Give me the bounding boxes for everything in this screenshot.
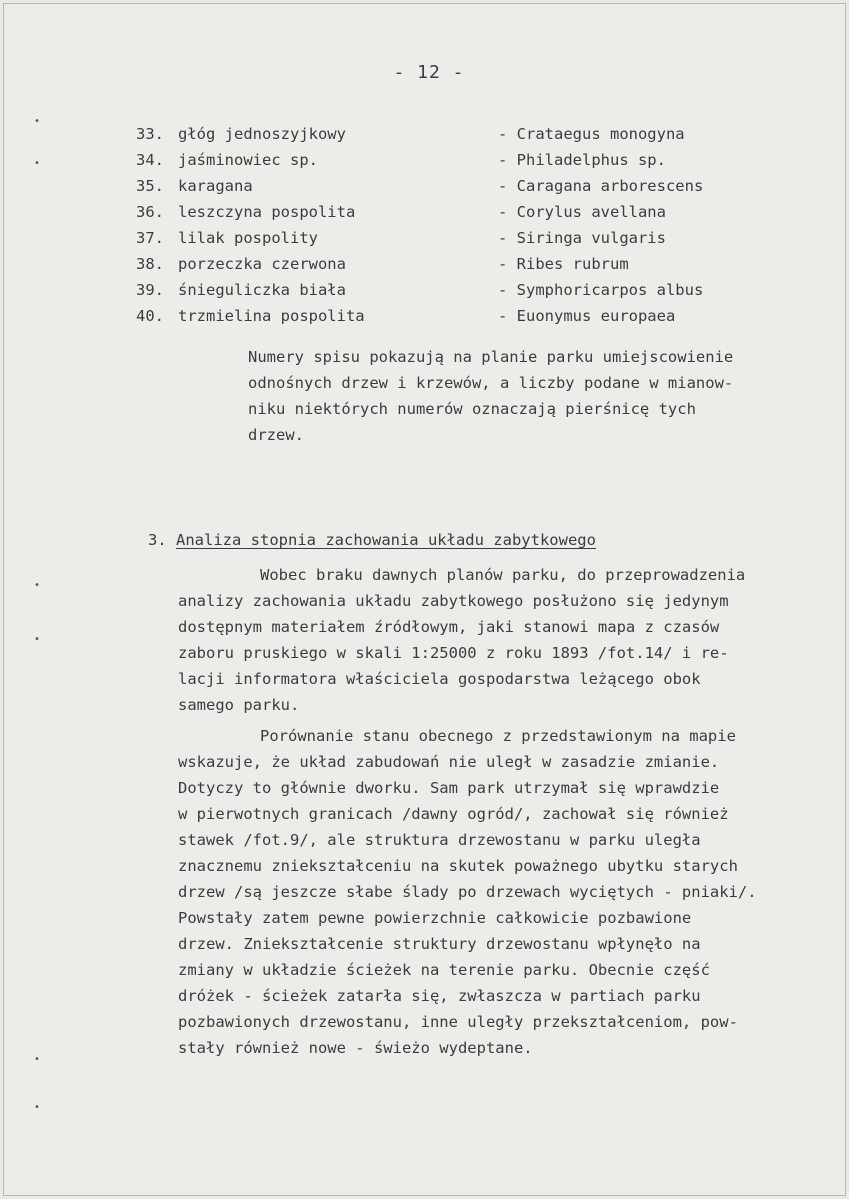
note-line: drzew. xyxy=(248,426,304,444)
paragraph-line: dostępnym materiałem źródłowym, jaki stanowi mapa z czasów xyxy=(178,618,720,636)
paragraph-line: znacznemu zniekształceniu na skutek poważnego ubytku starych xyxy=(178,857,738,875)
polish-name: lilak pospolity xyxy=(178,229,318,247)
latin-name: - Corylus avellana xyxy=(498,203,666,221)
paragraph-line: pozbawionych drzewostanu, inne uległy przekształceniom, pow- xyxy=(178,1013,738,1031)
paragraph-line: drzew /są jeszcze słabe ślady po drzewach wyciętych - pniaki/. xyxy=(178,883,757,901)
list-item xyxy=(136,199,776,225)
paragraph-line: stawek /fot.9/, ale struktura drzewostanu w parku uległa xyxy=(178,831,701,849)
polish-name: trzmielina pospolita xyxy=(178,307,365,325)
map-note xyxy=(248,344,808,448)
paragraph-line: lacji informatora właściciela gospodarstwa leżącego obok xyxy=(178,670,701,688)
binding-hole-mark: • xyxy=(34,1102,41,1113)
list-item xyxy=(136,147,776,173)
paragraph-line: Dotyczy to głównie dworku. Sam park utrzymał się wprawdzie xyxy=(178,779,720,797)
polish-name: śnieguliczka biała xyxy=(178,281,346,299)
latin-name: - Siringa vulgaris xyxy=(498,229,666,247)
binding-hole-mark: • xyxy=(34,1054,41,1065)
species-list xyxy=(136,121,776,329)
latin-name: - Ribes rubrum xyxy=(498,255,629,273)
latin-name: - Euonymus europaea xyxy=(498,307,676,325)
list-item xyxy=(136,251,776,277)
paragraph-line: w pierwotnych granicach /dawny ogród/, zachował się również xyxy=(178,805,729,823)
binding-hole-mark: • xyxy=(34,580,41,591)
latin-name: - Crataegus monogyna xyxy=(498,125,685,143)
paragraph-line: Porównanie stanu obecnego z przedstawionym na mapie xyxy=(260,727,736,745)
latin-name: - Caragana arborescens xyxy=(498,177,704,195)
item-number: 34. xyxy=(136,151,164,169)
binding-hole-mark: • xyxy=(34,116,41,127)
binding-hole-mark: • xyxy=(34,158,41,169)
note-line: Numery spisu pokazują na planie parku umiejscowienie xyxy=(248,348,734,366)
paragraph xyxy=(178,723,828,1061)
paragraph-line: Powstały zatem pewne powierzchnie całkowicie pozbawione xyxy=(178,909,692,927)
polish-name: jaśminowiec sp. xyxy=(178,151,318,169)
page-number: - 12 - xyxy=(393,62,465,83)
binding-hole-mark: • xyxy=(34,634,41,645)
note-line: niku niektórych numerów oznaczają pierśnicę tych xyxy=(248,400,696,418)
paragraph-line: zaboru pruskiego w skali 1:25000 z roku 1893 /fot.14/ i re- xyxy=(178,644,729,662)
item-number: 33. xyxy=(136,125,164,143)
item-number: 39. xyxy=(136,281,164,299)
polish-name: leszczyna pospolita xyxy=(178,203,356,221)
item-number: 38. xyxy=(136,255,164,273)
list-item xyxy=(136,303,776,329)
list-item xyxy=(136,277,776,303)
latin-name: - Symphoricarpos albus xyxy=(498,281,704,299)
section-title: Analiza stopnia zachowania układu zabytkowego xyxy=(176,531,596,549)
section-heading xyxy=(148,527,596,553)
paragraph-line: samego parku. xyxy=(178,696,300,714)
paragraph-line: analizy zachowania układu zabytkowego posłużono się jedynym xyxy=(178,592,729,610)
paragraph-line: wskazuje, że układ zabudowań nie uległ w zasadzie zmianie. xyxy=(178,753,720,771)
paragraph-line: drzew. Zniekształcenie struktury drzewostanu wpłynęło na xyxy=(178,935,701,953)
paragraph-line: Wobec braku dawnych planów parku, do przeprowadzenia xyxy=(260,566,746,584)
note-line: odnośnych drzew i krzewów, a liczby podane w mianow- xyxy=(248,374,734,392)
item-number: 37. xyxy=(136,229,164,247)
polish-name: porzeczka czerwona xyxy=(178,255,346,273)
section-number: 3. xyxy=(148,531,167,549)
polish-name: karagana xyxy=(178,177,253,195)
paragraph-line: stały również nowe - świeżo wydeptane. xyxy=(178,1039,533,1057)
list-item xyxy=(136,225,776,251)
list-item xyxy=(136,121,776,147)
item-number: 36. xyxy=(136,203,164,221)
latin-name: - Philadelphus sp. xyxy=(498,151,666,169)
item-number: 35. xyxy=(136,177,164,195)
paragraph xyxy=(178,562,828,718)
polish-name: głóg jednoszyjkowy xyxy=(178,125,346,143)
paragraph-line: dróżek - ścieżek zatarła się, zwłaszcza w partiach parku xyxy=(178,987,701,1005)
list-item xyxy=(136,173,776,199)
document-page xyxy=(3,3,846,1196)
item-number: 40. xyxy=(136,307,164,325)
paragraph-line: zmiany w układzie ścieżek na terenie parku. Obecnie część xyxy=(178,961,710,979)
